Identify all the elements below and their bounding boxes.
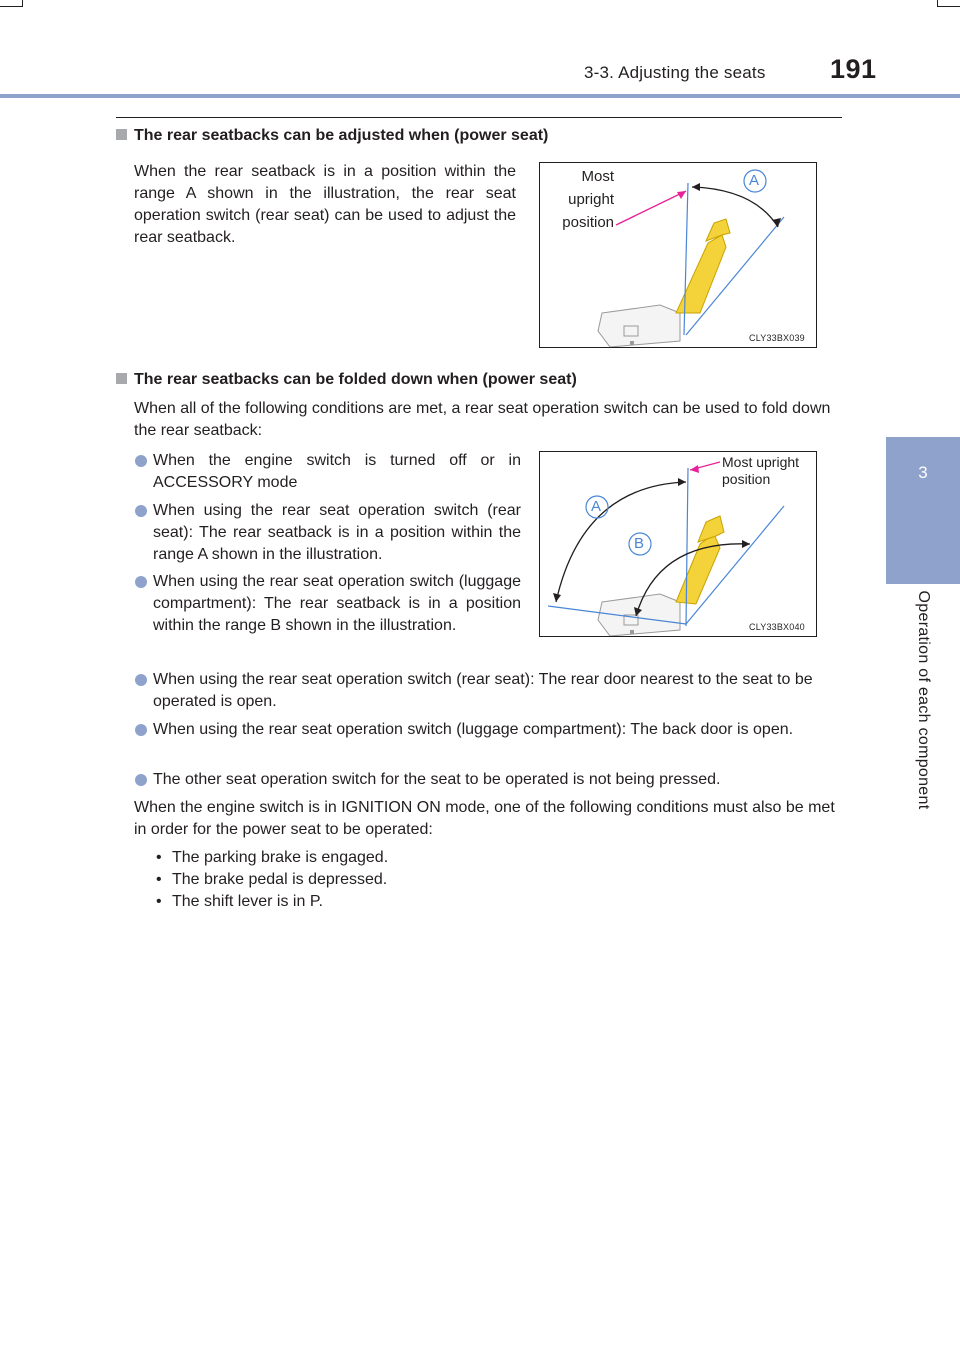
chapter-tab (886, 437, 960, 584)
list-item-text: When using the rear seat operation switch (luggage compartment): The back door is open. (153, 721, 794, 738)
round-bullet-icon (135, 576, 147, 588)
sub-list-item (156, 847, 388, 869)
list-item (135, 719, 843, 741)
figure-range-b: B (634, 535, 645, 552)
figure-range-label: A (749, 172, 760, 189)
figure-seatback-adjust (539, 162, 817, 348)
round-bullet-icon (135, 505, 147, 517)
list-item-text: When the engine switch is turned off or in ACCESSORY mode (153, 452, 521, 491)
chapter-number: 3 (918, 463, 928, 482)
list-item-text: When using the rear seat operation switch (luggage compartment): The rear seatback is in a position within the range B shown in the illustration. (153, 573, 521, 634)
crop-mark (22, 0, 23, 7)
sub-item-text: The parking brake is engaged. (172, 849, 389, 866)
sub-list-item (156, 869, 387, 891)
sub-bullet-mark: • (156, 849, 162, 866)
figure-label-upright: upright (568, 191, 614, 208)
list-item (135, 500, 521, 566)
sub-bullet-mark: • (156, 871, 162, 888)
ignition-note: When the engine switch is in IGNITION ON mode, one of the following conditions must also be met in order for the power seat to be operated: (134, 799, 835, 838)
figure-code: CLY33BX040 (749, 622, 805, 632)
list-item-text: When using the rear seat operation switch (rear seat): The rear door nearest to the seat to be operated is open. (153, 671, 813, 710)
round-bullet-icon (135, 674, 147, 686)
sub-item-text: The brake pedal is depressed. (172, 871, 388, 888)
header-bar (0, 94, 960, 98)
sub-item-text: The shift lever is in P. (172, 893, 323, 910)
sub-list-item (156, 891, 323, 913)
sub-bullet-mark: • (156, 893, 162, 910)
square-bullet-icon (116, 129, 127, 140)
heading-text: The rear seatbacks can be folded down when (power seat) (134, 371, 577, 388)
section-heading (116, 127, 548, 145)
list-item (135, 450, 521, 494)
list-item (135, 769, 843, 791)
figure-label-most: Most (581, 168, 614, 185)
crop-mark (937, 0, 938, 7)
round-bullet-icon (135, 724, 147, 736)
figure-seatback-fold (539, 451, 817, 637)
figure-label-position: position (562, 214, 614, 231)
list-item-text: When using the rear seat operation switch (rear seat): The rear seatback is in a position within the range A shown in the illustration. (153, 502, 521, 563)
heading-text: The rear seatbacks can be adjusted when (power seat) (134, 127, 549, 144)
figure-code: CLY33BX039 (749, 333, 805, 343)
square-bullet-icon (116, 373, 127, 384)
round-bullet-icon (135, 455, 147, 467)
crop-mark (938, 6, 960, 7)
seat-illustration-ab (540, 452, 817, 637)
list-item (135, 571, 521, 637)
figure-label-position: position (722, 471, 771, 487)
header-rule (116, 117, 842, 118)
list-item-text: The other seat operation switch for the seat to be operated is not being pressed. (153, 771, 721, 788)
section-heading (116, 371, 577, 389)
section-intro: When all of the following conditions are met, a rear seat operation switch can be used to fold down the rear seatback: (134, 400, 831, 439)
crop-mark (0, 6, 22, 7)
round-bullet-icon (135, 774, 147, 786)
header-section-title: 3-3. Adjusting the seats (584, 63, 766, 82)
section-body: When the rear seatback is in a position within the range A shown in the illustration, the rear seat operation switch (rear seat) can be used to adjust the rear seatback. (134, 163, 516, 246)
figure-range-a: A (591, 498, 602, 515)
chapter-title: Operation of each component (915, 590, 932, 810)
figure-label-most-upright: Most upright (722, 454, 800, 470)
list-item (135, 669, 843, 713)
page-number: 191 (830, 54, 877, 84)
